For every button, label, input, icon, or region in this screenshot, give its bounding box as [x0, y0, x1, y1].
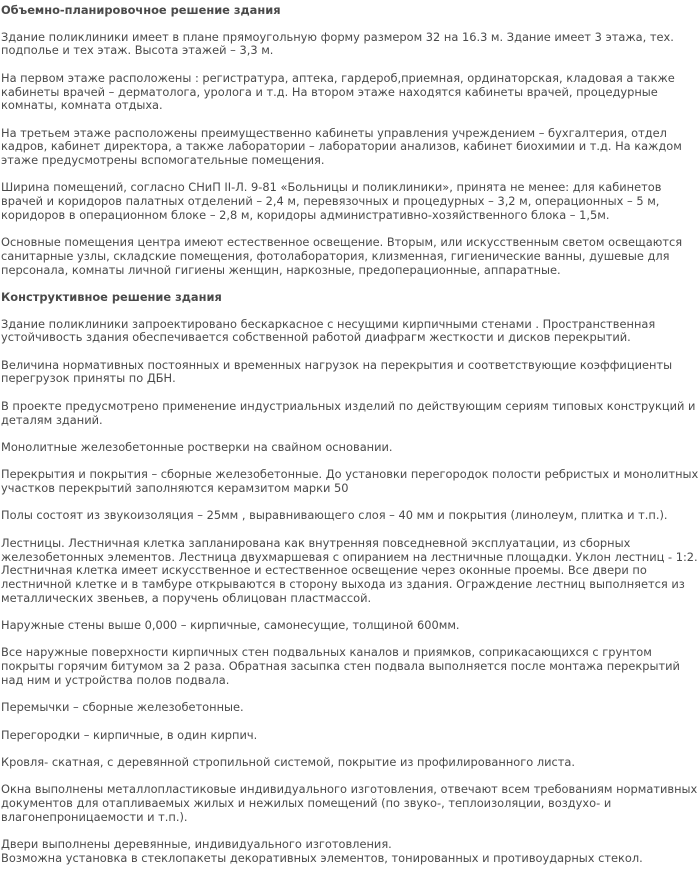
paragraph: В проекте предусмотрено применение индустриальных изделий по действующим сериям типовых конструкций и деталям зданий.: [1, 398, 696, 427]
paragraph: Основные помещения центра имеют естественное освещение. Вторым, или искусственным светом освещаются санитарные узлы, складские помещения, фотолаборатория, клизменная, гигиенические ванны, душевые для персонала, комнаты личной гигиены женщин, наркозные, предоперационные, аппаратные.: [1, 235, 683, 277]
paragraph: На третьем этаже расположены преимущественно кабинеты управления учреждением – бухгалтерия, отдел кадров, кабинет директора, а также лаборатории – лаборатории анализов, кабинет биохимии и т.д. На каждом этаже предусмотрены вспомогательные помещения.: [1, 125, 682, 167]
paragraph: Полы состоят из звукоизоляция – 25мм , выравнивающего слоя – 40 мм и покрытия (линолеум, плитка и т.п.).: [1, 508, 668, 523]
paragraph: Здание поликлиники имеет в плане прямоугольную форму размером 32 на 16.3 м. Здание имеет 3 этажа, тех. подполье и тех этаж. Высота этажей – 3,3 м.: [1, 29, 674, 58]
paragraph: Окна выполнены металлопластиковые индивидуального изготовления, отвечают всем требованиям нормативных документов для отапливаемых жилых и нежилых помещений (по звуко-, теплоизоляции, воздухо- и влагонепроницаемости и т.п.).: [1, 782, 698, 824]
paragraph: Лестницы. Лестничная клетка запланирована как внутренняя повседневной эксплуатации, из сборных железобетонных элементов. Лестница двухмаршевая с опиранием на лестничные площадки. Уклон лестниц - 1:2. Лестничная клетка имеет искусственное и естественное освещение через оконные проемы. Все двери по лестничной клетке и в тамбуре открываются в сторону выхода из здания. Ограждение лестниц выполняется из металлических звеньев, а поручень облицован пластмассой.: [1, 535, 698, 605]
paragraph: Здание поликлиники запроектировано бескаркасное с несущими кирпичными стенами . Пространственная устойчивость здания обеспечивается собственной работой диафрагм жесткости и дисков перекрытий.: [1, 316, 656, 345]
paragraph: Перекрытия и покрытия – сборные железобетонные. До установки перегородок полости ребристых и монолитных участков перекрытий заполняются керамзитом марки 50: [1, 467, 699, 496]
paragraph: Монолитные железобетонные ростверки на свайном основании.: [1, 439, 393, 454]
paragraph: Кровля- скатная, с деревянной стропильной системой, покрытие из профилированного листа.: [1, 755, 576, 770]
paragraph: Все наружные поверхности кирпичных стен подвальных каналов и приямков, соприкасающихся с грунтом покрыты горячим битумом за 2 раза. Обратная засыпка стен подвала выполняется после монтажа перекрытий над ним и устройства полов подвала.: [1, 645, 680, 687]
paragraph: Возможна установка в стеклопакеты декоративных элементов, тонированных и противоударных стекол.: [1, 850, 643, 865]
paragraph: Величина нормативных постоянных и временных нагрузок на перекрытия и соответствующие коэффициенты перегрузок приняты по ДБН.: [1, 357, 673, 386]
paragraph: Перемычки – сборные железобетонные.: [1, 700, 244, 715]
paragraph: На первом этаже расположены : регистратура, аптека, гардероб,приемная, ординаторская, кладовая а также кабинеты врачей – дерматолога, уролога и т.д. На втором этаже находятся кабинеты врачей, процедурные комнаты, комната отдыха.: [1, 70, 675, 113]
paragraph: Перегородки – кирпичные, в один кирпич.: [1, 727, 258, 742]
paragraph: Ширина помещений, согласно СНиП II-Л. 9-81 «Больницы и поликлиники», принята не менее: для кабинетов врачей и коридоров палатных отделений – 2,4 м, перевязочных и процедурных – 3,2 м, операционных – 5 м, коридоров в операционном блоке – 2,8 м, коридоры административно-хозяйственного блока – 1,5м.: [1, 180, 662, 222]
paragraph: Наружные стены выше 0,000 – кирпичные, самонесущие, толщиной 600мм.: [1, 618, 460, 633]
paragraph: Двери выполнены деревянные, индивидуального изготовления.: [1, 837, 392, 852]
section-heading-layout: Объемно-планировочное решение здания: [1, 3, 281, 17]
section-heading-construction: Конструктивное решение здания: [1, 289, 222, 304]
